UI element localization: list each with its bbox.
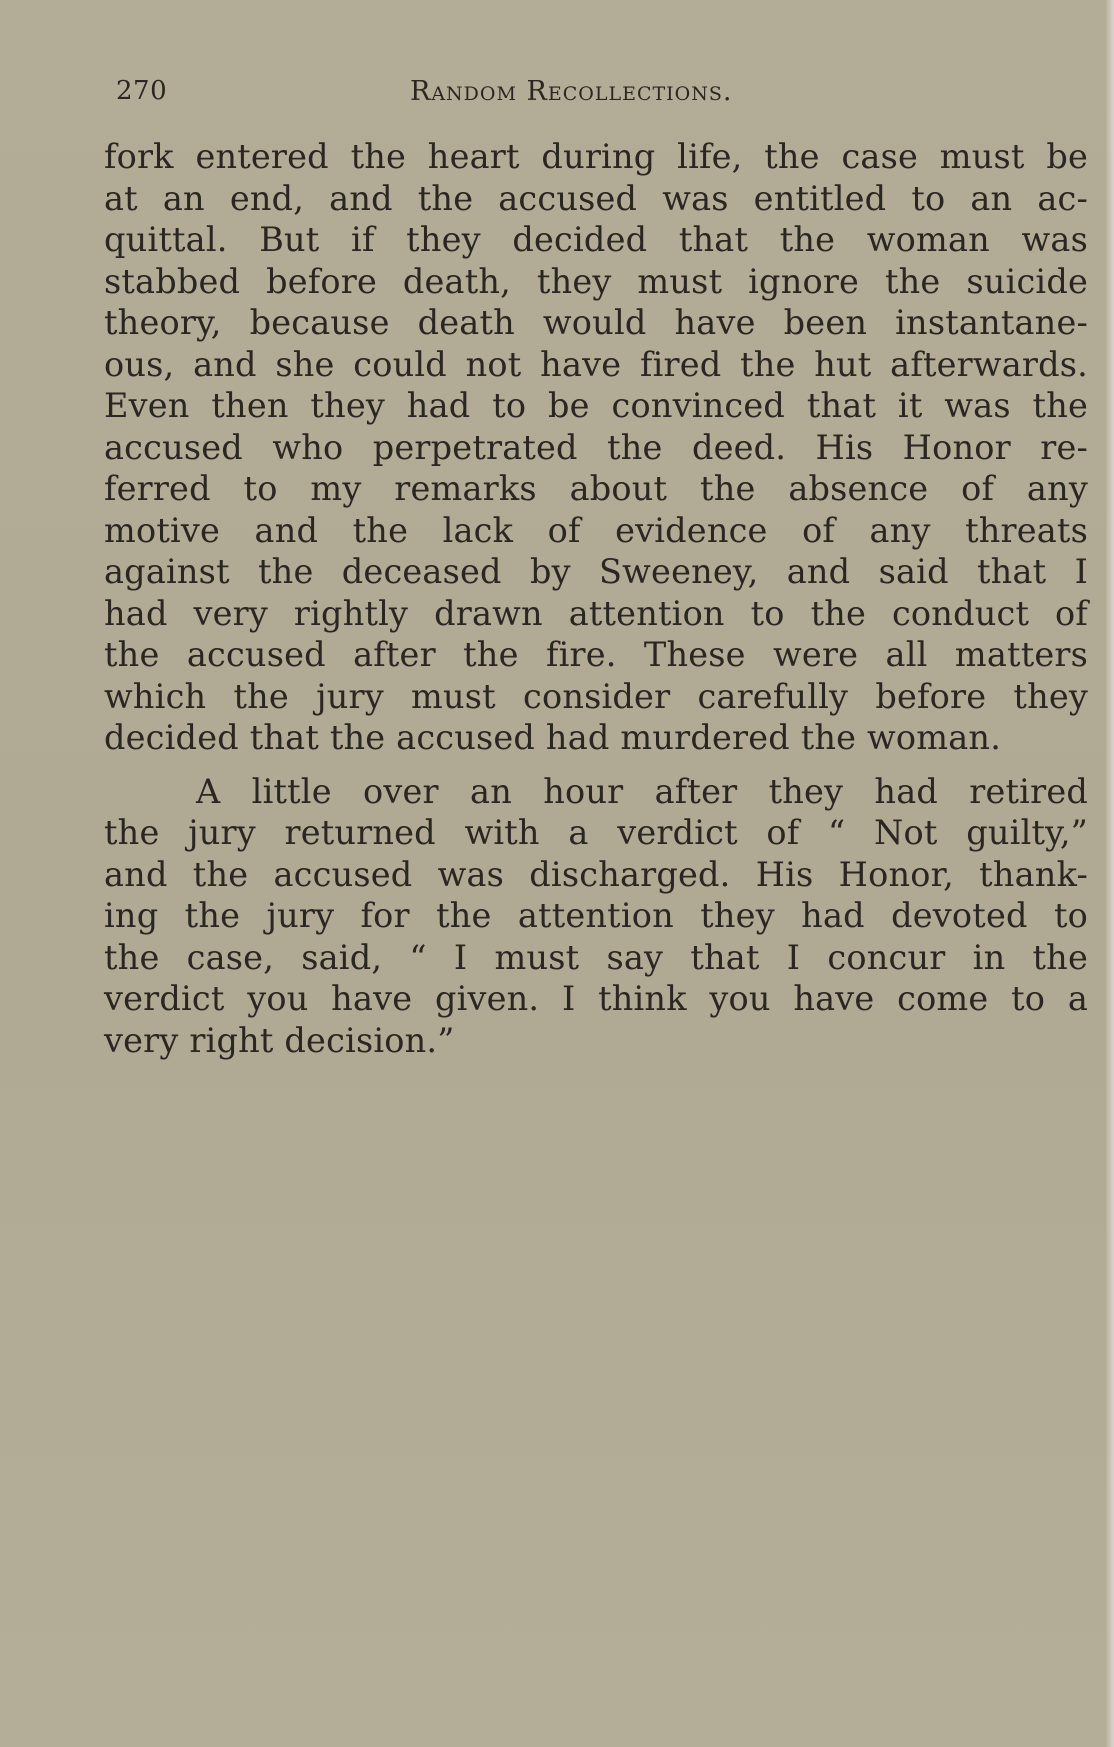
text-line: decided that the accused had murdered the woman. — [104, 718, 1002, 757]
text-line: very right decision.” — [104, 1020, 455, 1060]
book-title: Random Recollections. — [410, 76, 733, 107]
text-line: accused who perpetrated the deed. His Honor re- — [104, 427, 1088, 467]
page-edge — [1106, 0, 1114, 1747]
running-head — [116, 76, 1076, 116]
text-line: Even then they had to be convinced that it was the — [104, 386, 1088, 425]
text-line: which the jury must consider carefully before they — [104, 676, 1088, 716]
text-line: had very rightly drawn attention to the conduct of — [104, 593, 1088, 633]
text-line: and the accused was discharged. His Honor, thank- — [104, 854, 1088, 894]
text-line: the jury returned with a verdict of “ Not guilty,” — [104, 813, 1088, 852]
text-line: ferred to my remarks about the absence of any — [104, 469, 1088, 508]
text-line: ing the jury for the attention they had devoted to — [104, 896, 1088, 935]
text-line: verdict you have given. I think you have come to a — [104, 979, 1088, 1018]
text-line: at an end, and the accused was entitled to an ac- — [104, 178, 1088, 218]
paragraph-gap — [104, 759, 1088, 771]
page-number: 270 — [116, 76, 168, 106]
text-line: ous, and she could not have fired the hut afterwards. — [104, 344, 1088, 384]
text-line: stabbed before death, they must ignore the suicide — [104, 261, 1088, 301]
text-line: quittal. But if they decided that the woman was — [104, 220, 1088, 259]
text-line: A little over an hour after they had retired — [196, 771, 1088, 811]
paragraph-1 — [104, 136, 1088, 759]
text-line: the accused after the fire. These were all matters — [104, 635, 1088, 674]
body-text — [104, 136, 1088, 1061]
text-line: the case, said, “ I must say that I concur in the — [104, 937, 1088, 977]
paragraph-2 — [104, 771, 1088, 1062]
text-line: motive and the lack of evidence of any threats — [104, 510, 1088, 550]
text-line: against the deceased by Sweeney, and said that I — [104, 552, 1088, 591]
text-line: fork entered the heart during life, the case must be — [104, 137, 1088, 176]
text-line: theory, because death would have been instantane- — [104, 303, 1088, 342]
